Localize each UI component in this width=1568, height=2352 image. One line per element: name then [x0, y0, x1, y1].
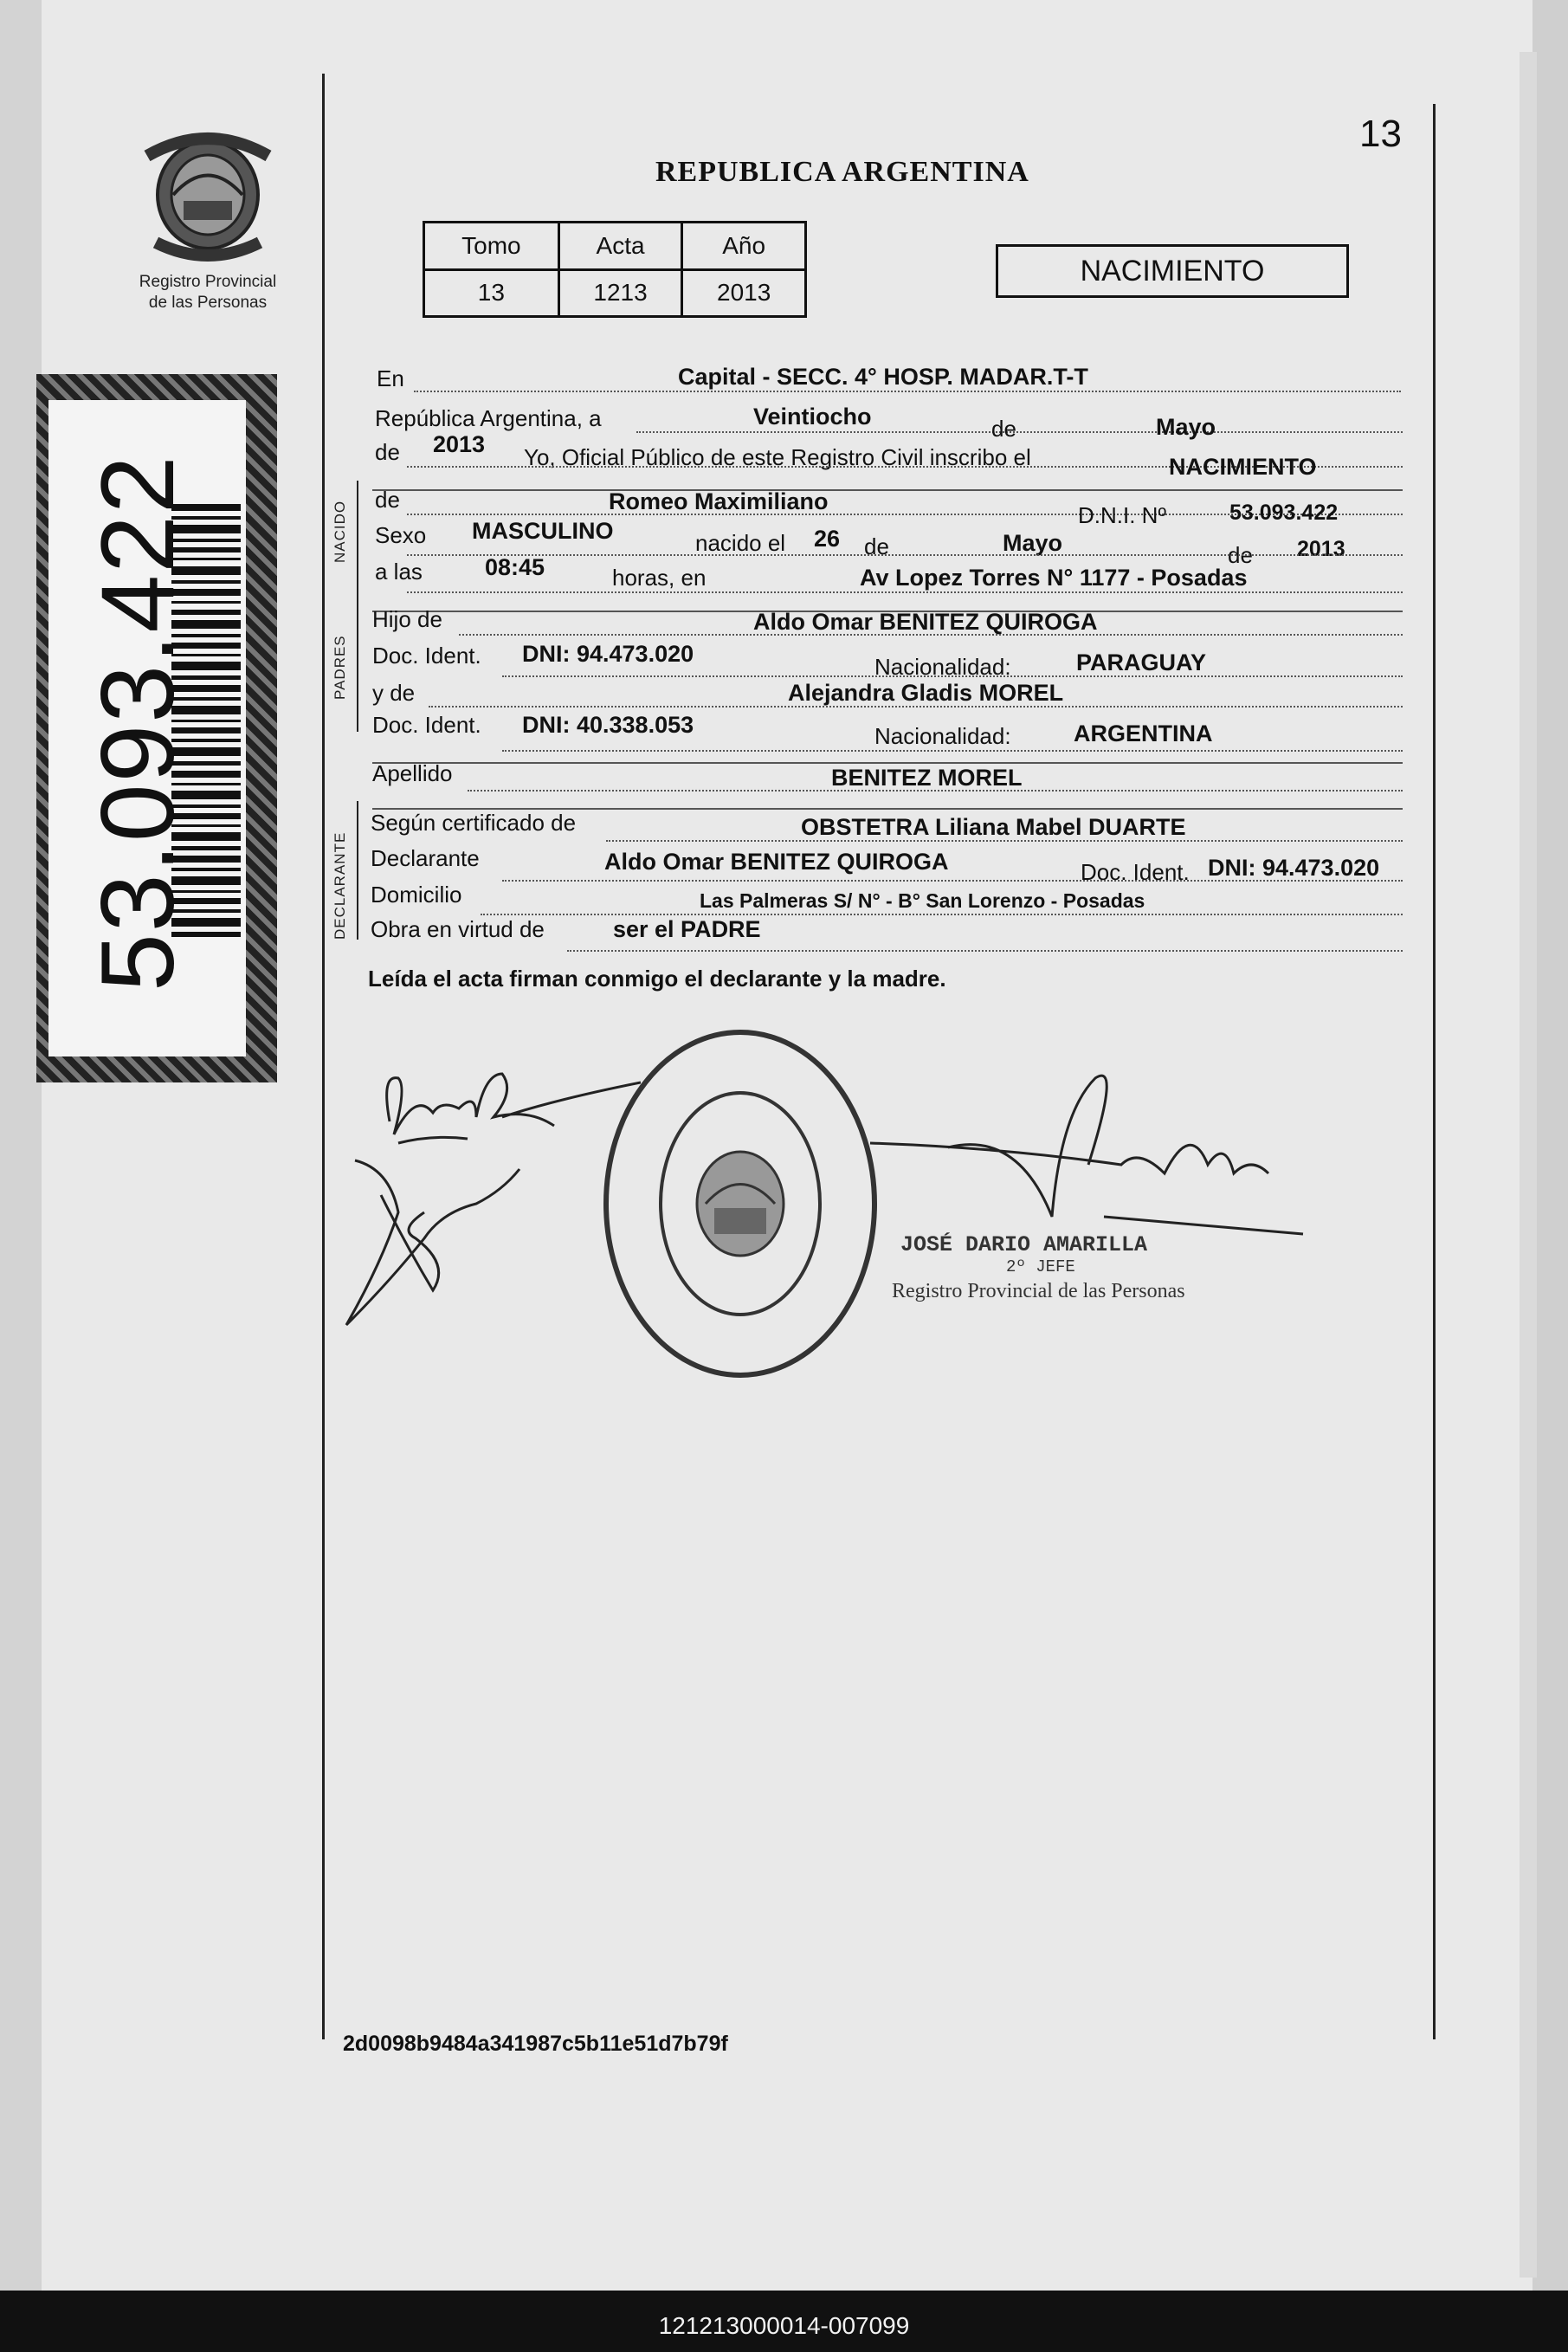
dotted-line	[459, 634, 1403, 636]
record-type-box: NACIMIENTO	[996, 244, 1349, 298]
page-edge	[1533, 0, 1568, 2291]
official-signature-icon	[861, 1061, 1312, 1251]
label-nacionalidad-padre: Nacionalidad:	[874, 654, 1011, 680]
value-lugar: Capital - SECC. 4° HOSP. MADAR.T-T	[678, 364, 1088, 390]
label-en: En	[377, 365, 404, 391]
section-label-declarante: DECLARANTE	[332, 831, 348, 940]
official-office: Registro Provincial de las Personas	[892, 1280, 1185, 1302]
left-frame-line	[322, 74, 325, 2039]
section-label-nacido: NACIDO	[332, 500, 348, 563]
table-value-tomo: 13	[424, 269, 559, 317]
table-header-tomo: Tomo	[424, 223, 559, 270]
dotted-line	[414, 391, 1401, 392]
official-title: 2º JEFE	[1006, 1257, 1075, 1276]
value-madre-nac: ARGENTINA	[1074, 720, 1213, 746]
label-nacionalidad-madre: Nacionalidad:	[874, 723, 1011, 749]
footer-code: 121213000014-007099	[658, 2312, 910, 2339]
dotted-line	[429, 706, 1403, 708]
closing-statement: Leída el acta firman conmigo el declarante y la madre.	[368, 966, 946, 992]
value-madre: Alejandra Gladis MOREL	[788, 680, 1064, 706]
page-edge-inner	[1520, 52, 1537, 2278]
table-header-anio: Año	[682, 223, 806, 270]
label-a-las: a las	[375, 559, 423, 585]
right-frame-line	[1433, 104, 1436, 2039]
table-value-anio: 2013	[682, 269, 806, 317]
value-mes: Mayo	[1156, 414, 1216, 440]
dotted-line	[468, 790, 1403, 792]
label-domicilio: Domicilio	[371, 882, 462, 908]
value-nacido-anio: 2013	[1297, 537, 1345, 561]
label-dni: D.N.I. Nº	[1078, 502, 1166, 528]
dotted-line	[502, 750, 1403, 752]
table-header-acta: Acta	[558, 223, 682, 270]
value-domicilio: Las Palmeras S/ N° - B° San Lorenzo - Posadas	[700, 889, 1145, 912]
dotted-line	[502, 675, 1403, 677]
value-padre-doc: DNI: 94.473.020	[522, 641, 694, 667]
registry-line-2: de las Personas	[148, 294, 268, 312]
value-madre-doc: DNI: 40.338.053	[522, 712, 694, 738]
declarant-signature-icon	[329, 1039, 641, 1342]
value-declarante: Aldo Omar BENITEZ QUIROGA	[604, 849, 949, 875]
label-segun-certificado: Según certificado de	[371, 810, 577, 836]
barcode-number: 53.093.422	[80, 454, 196, 992]
dotted-line	[407, 554, 1403, 556]
value-nacido-mes: Mayo	[1003, 530, 1063, 556]
table-value-acta: 1213	[558, 269, 682, 317]
book-spine	[0, 0, 42, 2291]
dotted-line	[636, 431, 1403, 433]
value-sexo: MASCULINO	[472, 518, 614, 544]
label-nacido-el: nacido el	[695, 530, 786, 556]
padres-bracket	[357, 611, 358, 732]
value-dia-letras: Veintiocho	[753, 404, 872, 430]
label-doc-ident-declarante: Doc. Ident.	[1081, 859, 1190, 885]
label-obra-en-virtud: Obra en virtud de	[371, 916, 545, 942]
document-title: REPUBLICA ARGENTINA	[655, 156, 1029, 188]
label-de-mes: de	[864, 533, 889, 559]
value-declarante-doc: DNI: 94.473.020	[1208, 855, 1380, 881]
official-seal-icon	[597, 1026, 883, 1381]
nacido-bracket	[357, 481, 358, 611]
value-anio: 2013	[433, 431, 486, 457]
value-nacido-dia: 26	[814, 526, 841, 552]
dotted-line	[481, 914, 1403, 915]
page-number: 13	[1359, 113, 1402, 155]
label-y-de: y de	[372, 680, 416, 706]
label-declarante: Declarante	[371, 845, 480, 871]
value-dni: 53.093.422	[1229, 501, 1339, 525]
value-lugar-nacimiento: Av Lopez Torres N° 1177 - Posadas	[860, 565, 1248, 591]
label-republica: República Argentina, a	[375, 405, 602, 431]
dotted-line	[502, 880, 1403, 882]
value-padre: Aldo Omar BENITEZ QUIROGA	[753, 609, 1098, 635]
document-hash: 2d0098b9484a341987c5b11e51d7b79f	[343, 2032, 728, 2056]
label-doc-ident-padre: Doc. Ident.	[372, 643, 481, 669]
label-sexo: Sexo	[375, 522, 427, 548]
label-yo-oficial: Yo, Oficial Público de este Registro Civil inscribo el	[524, 444, 1031, 470]
dotted-line	[606, 840, 1403, 842]
label-de-name: de	[375, 487, 400, 513]
record-table	[423, 221, 807, 318]
dotted-line	[407, 591, 1403, 593]
value-hora: 08:45	[485, 554, 545, 580]
label-hijo-de: Hijo de	[372, 606, 442, 632]
value-tipo: NACIMIENTO	[1169, 454, 1317, 480]
declarante-bracket	[357, 801, 358, 940]
value-apellido: BENITEZ MOREL	[831, 765, 1023, 791]
label-horas-en: horas, en	[612, 565, 707, 591]
seal-text	[658, 1022, 659, 1023]
section-label-padres: PADRES	[332, 635, 348, 700]
label-doc-ident-madre: Doc. Ident.	[372, 712, 481, 738]
value-certificado: OBSTETRA Liliana Mabel DUARTE	[801, 814, 1186, 840]
registry-label	[121, 272, 294, 313]
value-padre-nac: PARAGUAY	[1076, 649, 1207, 675]
label-de: de	[991, 416, 1016, 442]
dotted-line	[567, 950, 1403, 952]
value-nombre: Romeo Maximiliano	[609, 488, 829, 514]
separator-line	[372, 762, 1403, 764]
value-obra-en-virtud: ser el PADRE	[613, 916, 761, 942]
label-apellido: Apellido	[372, 760, 453, 786]
separator-line	[372, 489, 1403, 491]
label-de-anio: de	[1228, 542, 1253, 568]
province-crest-logo	[139, 121, 277, 268]
registry-line-1: Registro Provincial	[139, 273, 277, 291]
official-name: JOSÉ DARIO AMARILLA	[900, 1232, 1148, 1257]
label-de-year: de	[375, 439, 400, 465]
